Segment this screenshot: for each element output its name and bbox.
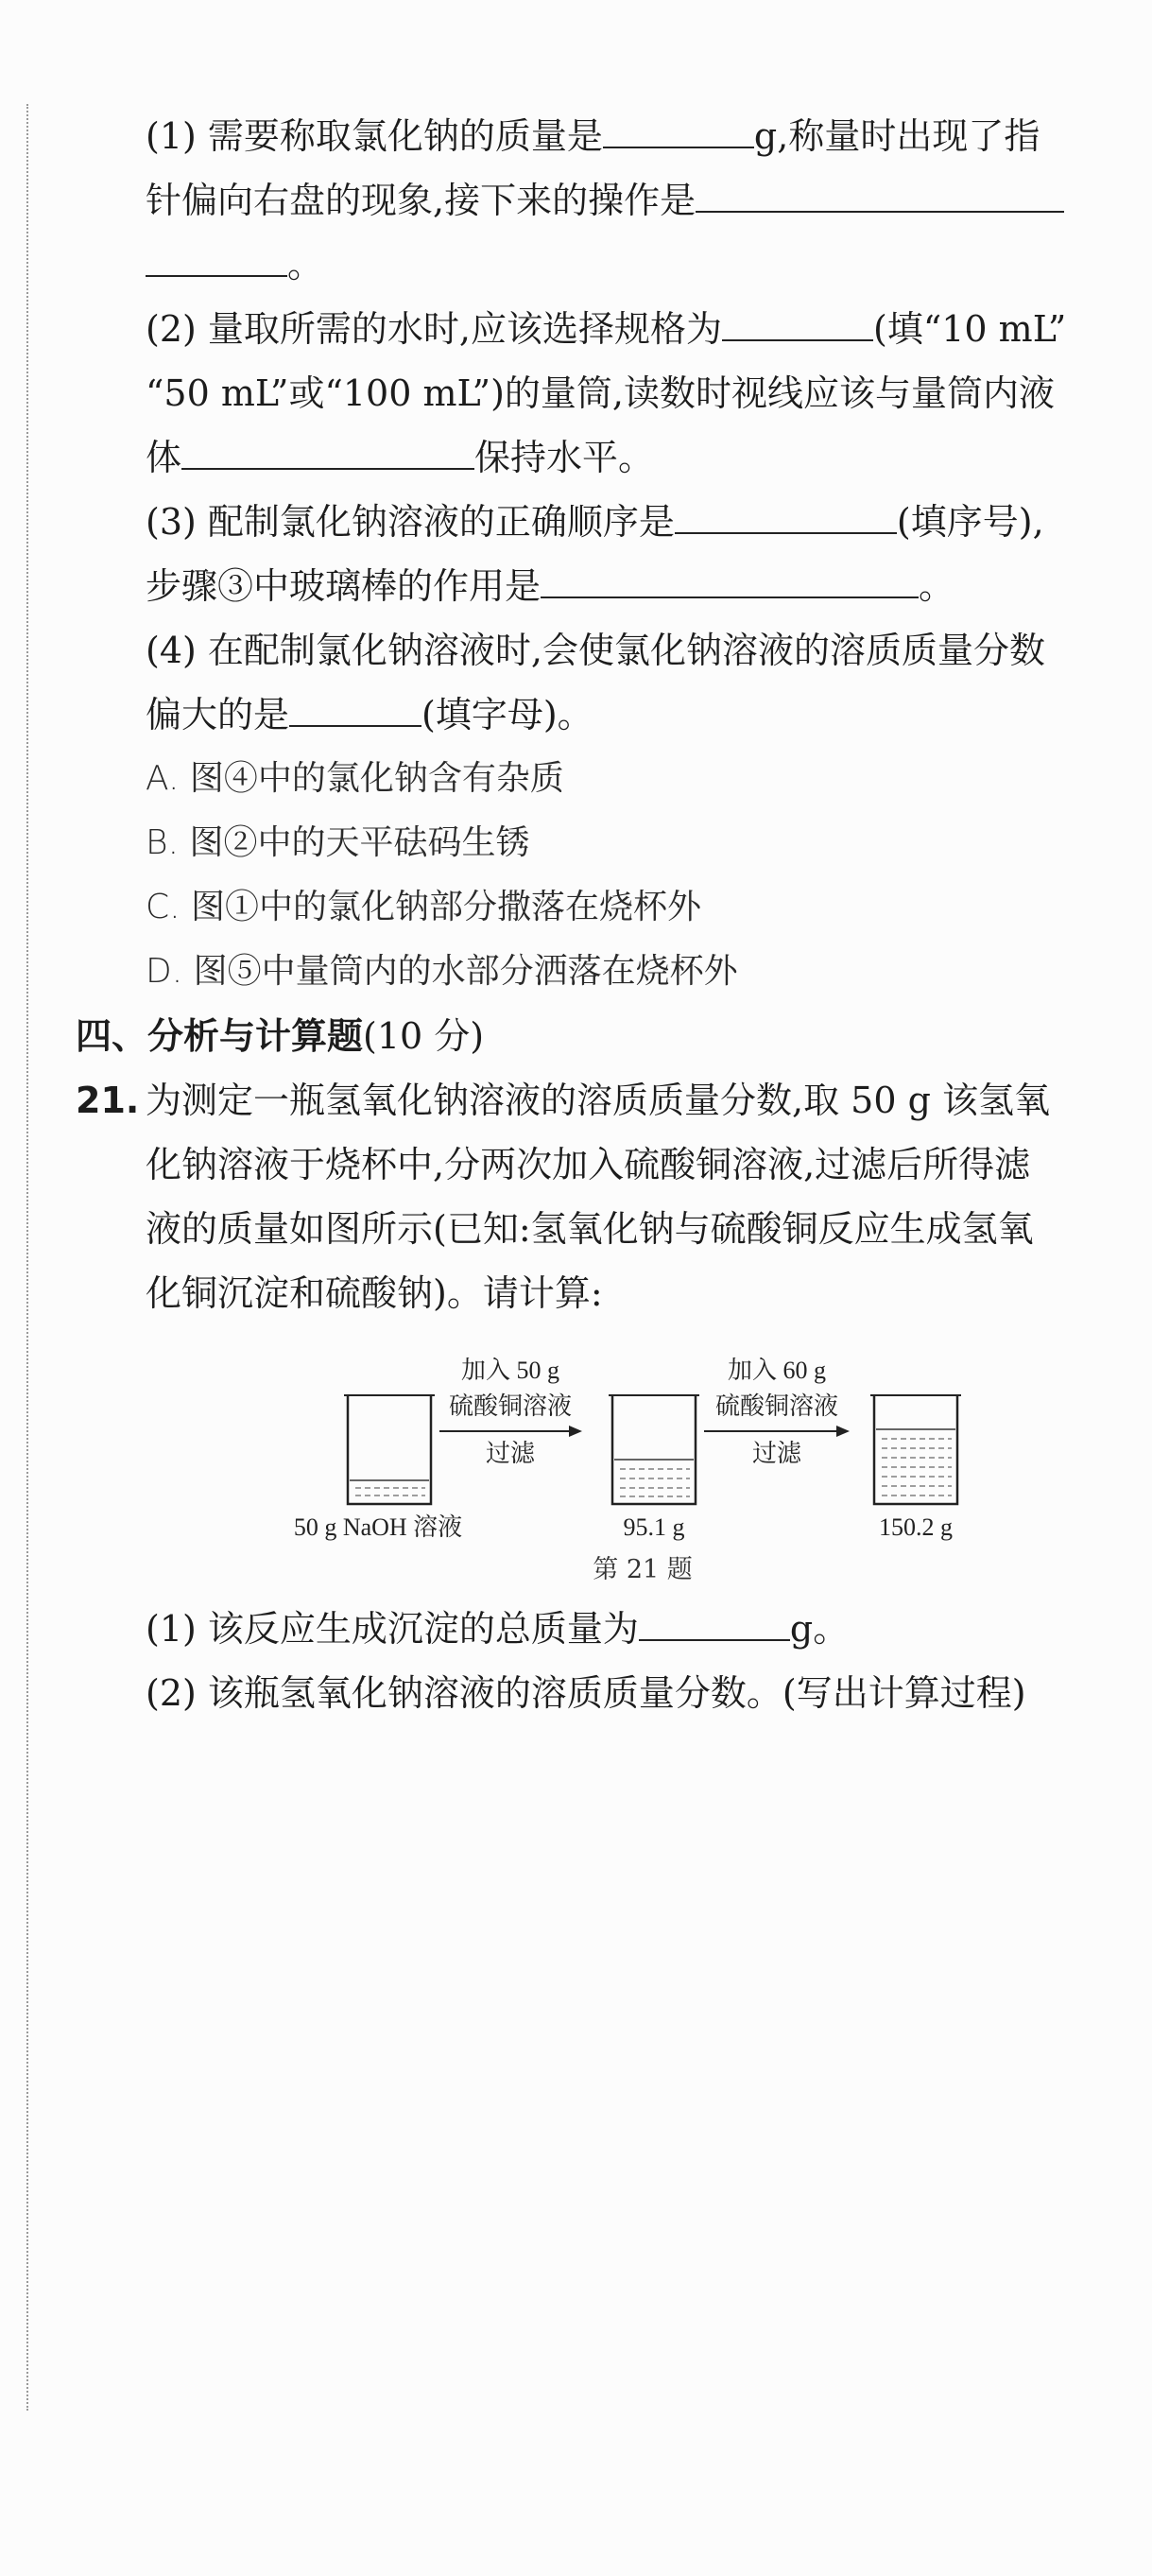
- q20-part1-text-cont: g,称量时出现了指: [753, 115, 1040, 157]
- option-a[interactable]: A. 图④中的氯化钠含有杂质: [146, 759, 564, 798]
- step1-filter-text: 过滤: [485, 1440, 536, 1467]
- q20-part2-line3: [76, 425, 1125, 490]
- beaker1-label: 50 g NaOH 溶液: [293, 1513, 463, 1541]
- answer-blank-cylinder-size[interactable]: [722, 298, 873, 341]
- question-number: 21.: [76, 1080, 140, 1121]
- step2-reagent-text: 硫酸铜溶液: [714, 1392, 839, 1420]
- q20-part2-line2: [76, 361, 1125, 425]
- q20-part4-text: (4) 在配制氯化钠溶液时,会使氯化钠溶液的溶质质量分数: [146, 630, 1045, 671]
- q20-part4-line1: [76, 618, 1125, 683]
- figure-caption: 第 21 题: [593, 1555, 693, 1584]
- q21-stem-text-1: 为测定一瓶氢氧化钠溶液的溶质质量分数,取 50 g 该氢氧: [146, 1080, 1050, 1121]
- q20-part1-line1: [76, 104, 1125, 168]
- experiment-figure: [76, 1339, 1125, 1542]
- q21-stem-line2: 化钠溶液于烧杯中,分两次加入硫酸铜溶液,过滤后所得滤: [146, 1144, 1031, 1185]
- beaker2-label: 95.1 g: [623, 1513, 685, 1541]
- q20-part1-text: (1) 需要称取氯化钠的质量是: [146, 115, 603, 157]
- q20-part3-line2-a: 步骤③中玻璃棒的作用是: [146, 565, 542, 607]
- worksheet-page: [76, 104, 1125, 2576]
- q20-part2-text-cont: (填“10 mL”: [873, 308, 1067, 350]
- arrow-step-1: [439, 1357, 582, 1467]
- section-points: (10 分): [363, 1015, 485, 1057]
- q21-sub1-text: (1) 该反应生成沉淀的总质量为: [146, 1608, 639, 1650]
- q20-part1-end: 。: [287, 244, 324, 285]
- q20-part2-line1: [76, 297, 1125, 361]
- q21-stem-line4: 化铜沉淀和硫酸钠)。请计算:: [146, 1272, 603, 1314]
- beakers-diagram: [76, 1339, 1125, 1542]
- option-b[interactable]: B. 图②中的天平砝码生锈: [146, 823, 530, 862]
- answer-blank-liquid-level[interactable]: [181, 426, 474, 470]
- section-title: 四、分析与计算题: [76, 1015, 364, 1057]
- answer-work-area[interactable]: [76, 1725, 1125, 2576]
- q20-part1-line2: [76, 168, 1125, 233]
- q20-part2-line3-b: 保持水平。: [474, 437, 655, 478]
- q20-part2-line3-a: 体: [146, 437, 182, 478]
- step1-reagent-text: 硫酸铜溶液: [448, 1392, 573, 1420]
- q20-part2-text: (2) 量取所需的水时,应该选择规格为: [146, 308, 722, 350]
- answer-blank-glass-rod[interactable]: [541, 555, 919, 598]
- step1-add-text: 加入 50 g: [460, 1357, 560, 1384]
- step2-add-text: 加入 60 g: [727, 1357, 827, 1384]
- q21-sub1-unit: g。: [789, 1608, 850, 1650]
- beaker-3: [870, 1395, 961, 1504]
- answer-blank-operation-cont[interactable]: [146, 233, 287, 277]
- option-c[interactable]: C. 图①中的氯化钠部分撒落在烧杯外: [146, 888, 702, 926]
- beaker3-label: 150.2 g: [879, 1513, 953, 1541]
- beaker-2: [609, 1395, 699, 1504]
- q20-part1-line3: [76, 233, 1125, 297]
- q20-part4-line2-a: 偏大的是: [146, 694, 290, 735]
- binding-margin-line: [26, 104, 28, 2411]
- q21-stem-line3: 液的质量如图所示(已知:氢氧化钠与硫酸铜反应生成氢氧: [146, 1208, 1034, 1250]
- option-d[interactable]: D. 图⑤中量筒内的水部分洒落在烧杯外: [146, 952, 738, 991]
- q20-part3-text: (3) 配制氯化钠溶液的正确顺序是: [146, 501, 675, 543]
- q20-part3-line2: [76, 554, 1125, 618]
- q20-part2-line2-text: “50 mL”或“100 mL”)的量筒,读数时视线应该与量筒内液: [146, 372, 1055, 414]
- q20-part4-line2-b: (填字母)。: [421, 694, 593, 735]
- answer-blank-order[interactable]: [675, 491, 897, 534]
- step2-filter-text: 过滤: [751, 1440, 802, 1467]
- q20-part1-line2-text: 针偏向右盘的现象,接下来的操作是: [146, 180, 696, 221]
- answer-blank-precipitate[interactable]: [639, 1598, 790, 1641]
- q20-part3-text-cont: (填序号),: [896, 501, 1044, 543]
- q21-sub1: [76, 1597, 1125, 1661]
- beaker-1: [344, 1395, 435, 1504]
- q21-stem-line1: [76, 1068, 1125, 1132]
- q20-part3-line1: [76, 490, 1125, 554]
- section-heading: [76, 1004, 1125, 1068]
- answer-blank-letter[interactable]: [289, 683, 421, 727]
- q21-sub2: (2) 该瓶氢氧化钠溶液的溶质质量分数。(写出计算过程): [146, 1672, 1026, 1714]
- q20-part4-line2: [76, 683, 1125, 747]
- arrow-step-2: [704, 1357, 850, 1467]
- answer-blank-operation[interactable]: [696, 169, 1064, 213]
- q20-part3-line2-b: 。: [919, 565, 955, 607]
- answer-blank-mass[interactable]: [603, 105, 754, 148]
